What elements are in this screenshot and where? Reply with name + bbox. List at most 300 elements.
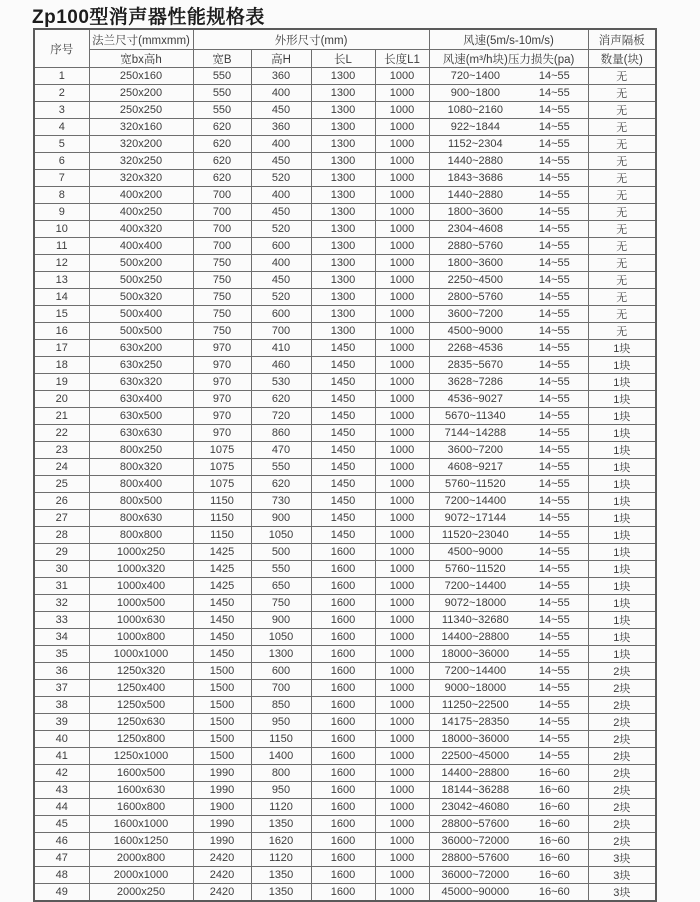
pressure-loss-value: 14~55 — [538, 70, 570, 82]
length-l1-cell: 1000 — [375, 153, 429, 170]
length-l-cell: 1300 — [311, 255, 375, 272]
length-l1-cell: 1000 — [375, 323, 429, 340]
length-l1-cell: 1000 — [375, 425, 429, 442]
serial-cell: 3 — [34, 102, 89, 119]
pressure-loss-value: 14~55 — [538, 648, 570, 660]
pressure-loss-value: 14~55 — [538, 87, 570, 99]
width-b-cell: 620 — [193, 119, 251, 136]
pressure-loss-value: 14~55 — [538, 104, 570, 116]
flange-size-cell: 320x320 — [89, 170, 193, 187]
flange-size-cell: 800x500 — [89, 493, 193, 510]
page-title: Zp100型消声器性能规格表 — [32, 7, 265, 28]
flange-size-cell: 1250x630 — [89, 714, 193, 731]
length-l-cell: 1600 — [311, 816, 375, 833]
airflow-range-value: 36000~72000 — [441, 835, 510, 847]
length-l1-cell: 1000 — [375, 561, 429, 578]
height-h-cell: 1350 — [251, 867, 311, 884]
table-row — [34, 629, 656, 646]
length-l-cell: 1450 — [311, 459, 375, 476]
baffle-count-cell: 无 — [588, 238, 656, 255]
flange-size-cell: 800x800 — [89, 527, 193, 544]
airflow-range-value: 3628~7286 — [447, 376, 504, 388]
pressure-loss-value: 16~60 — [538, 886, 570, 898]
pressure-loss-value: 16~60 — [538, 852, 570, 864]
height-h-cell: 400 — [251, 85, 311, 102]
length-l1-cell: 1000 — [375, 221, 429, 238]
pressure-loss-value: 14~55 — [538, 359, 570, 371]
airflow-range-value: 900~1800 — [450, 87, 500, 99]
height-h-cell: 470 — [251, 442, 311, 459]
pressure-loss-value: 14~55 — [538, 155, 570, 167]
wind-pressure-cell — [429, 238, 588, 255]
table-row — [34, 306, 656, 323]
wind-pressure-cell — [429, 68, 588, 85]
pressure-loss-value: 14~55 — [538, 546, 570, 558]
wind-pressure-cell — [429, 765, 588, 782]
wind-pressure-cell — [429, 680, 588, 697]
airflow-range-value: 18000~36000 — [441, 733, 510, 745]
height-h-cell: 450 — [251, 102, 311, 119]
airflow-range-value: 1152~2304 — [448, 138, 503, 150]
width-b-cell: 1450 — [193, 612, 251, 629]
length-l1-cell: 1000 — [375, 680, 429, 697]
width-b-cell: 970 — [193, 357, 251, 374]
airflow-range-value: 2800~5760 — [447, 291, 504, 303]
serial-cell: 36 — [34, 663, 89, 680]
spec-table — [33, 28, 657, 902]
header-width-b: 宽B — [193, 50, 251, 68]
width-b-cell: 1075 — [193, 459, 251, 476]
width-b-cell: 970 — [193, 340, 251, 357]
width-b-cell: 1150 — [193, 527, 251, 544]
width-b-cell: 1450 — [193, 646, 251, 663]
length-l-cell: 1450 — [311, 493, 375, 510]
flange-size-cell: 500x500 — [89, 323, 193, 340]
airflow-range-value: 2304~4608 — [447, 223, 504, 235]
serial-cell: 18 — [34, 357, 89, 374]
length-l1-cell: 1000 — [375, 170, 429, 187]
table-row — [34, 408, 656, 425]
height-h-cell: 1300 — [251, 646, 311, 663]
serial-cell: 4 — [34, 119, 89, 136]
pressure-loss-value: 14~55 — [538, 257, 570, 269]
wind-pressure-cell — [429, 476, 588, 493]
flange-size-cell: 1000x250 — [89, 544, 193, 561]
pressure-loss-value: 14~55 — [538, 121, 570, 133]
table-row — [34, 578, 656, 595]
baffle-count-cell: 无 — [588, 255, 656, 272]
width-b-cell: 1425 — [193, 544, 251, 561]
table-row — [34, 391, 656, 408]
header-wind-group: 风速(5m/s-10m/s) — [429, 29, 588, 50]
pressure-loss-value: 16~60 — [538, 835, 570, 847]
baffle-count-cell: 无 — [588, 289, 656, 306]
header-flange-group: 法兰尺寸(mmxmm) — [89, 29, 193, 50]
width-b-cell: 1990 — [193, 782, 251, 799]
length-l1-cell: 1000 — [375, 765, 429, 782]
flange-size-cell: 1250x800 — [89, 731, 193, 748]
wind-pressure-cell — [429, 782, 588, 799]
serial-cell: 33 — [34, 612, 89, 629]
height-h-cell: 400 — [251, 136, 311, 153]
serial-cell: 49 — [34, 884, 89, 902]
height-h-cell: 1350 — [251, 816, 311, 833]
height-h-cell: 1350 — [251, 884, 311, 902]
wind-pressure-cell — [429, 102, 588, 119]
length-l1-cell: 1000 — [375, 697, 429, 714]
airflow-range-value: 18144~36288 — [441, 784, 510, 796]
serial-cell: 42 — [34, 765, 89, 782]
serial-cell: 30 — [34, 561, 89, 578]
table-row — [34, 731, 656, 748]
wind-pressure-cell — [429, 748, 588, 765]
pressure-loss-value: 14~55 — [538, 410, 570, 422]
pressure-loss-value: 14~55 — [538, 631, 570, 643]
length-l-cell: 1450 — [311, 374, 375, 391]
width-b-cell: 1425 — [193, 561, 251, 578]
wind-pressure-cell — [429, 306, 588, 323]
serial-cell: 12 — [34, 255, 89, 272]
pressure-loss-value: 14~55 — [538, 376, 570, 388]
flange-size-cell: 2000x1000 — [89, 867, 193, 884]
length-l-cell: 1600 — [311, 799, 375, 816]
width-b-cell: 1075 — [193, 442, 251, 459]
header-baffle-sub: 数量(块) — [588, 50, 656, 68]
length-l-cell: 1450 — [311, 391, 375, 408]
serial-cell: 34 — [34, 629, 89, 646]
flange-size-cell: 800x630 — [89, 510, 193, 527]
serial-cell: 32 — [34, 595, 89, 612]
table-row — [34, 459, 656, 476]
table-row — [34, 442, 656, 459]
width-b-cell: 1500 — [193, 748, 251, 765]
pressure-loss-value: 14~55 — [538, 563, 570, 575]
width-b-cell: 750 — [193, 255, 251, 272]
serial-cell: 8 — [34, 187, 89, 204]
length-l-cell: 1600 — [311, 646, 375, 663]
table-row — [34, 136, 656, 153]
airflow-range-value: 9000~18000 — [444, 682, 507, 694]
wind-pressure-cell — [429, 408, 588, 425]
serial-cell: 37 — [34, 680, 89, 697]
pressure-loss-value: 14~55 — [538, 342, 570, 354]
table-row — [34, 867, 656, 884]
baffle-count-cell: 1块 — [588, 561, 656, 578]
pressure-loss-value: 14~55 — [538, 716, 570, 728]
length-l1-cell: 1000 — [375, 459, 429, 476]
length-l1-cell: 1000 — [375, 510, 429, 527]
airflow-range-value: 11520~23040 — [441, 529, 509, 541]
airflow-range-value: 4608~9217 — [447, 461, 504, 473]
table-row — [34, 204, 656, 221]
wind-pressure-cell — [429, 204, 588, 221]
flange-size-cell: 250x250 — [89, 102, 193, 119]
wind-pressure-cell — [429, 374, 588, 391]
wind-pressure-cell — [429, 340, 588, 357]
serial-cell: 7 — [34, 170, 89, 187]
table-row — [34, 68, 656, 85]
length-l-cell: 1600 — [311, 714, 375, 731]
wind-pressure-cell — [429, 578, 588, 595]
flange-size-cell: 320x250 — [89, 153, 193, 170]
baffle-count-cell: 1块 — [588, 544, 656, 561]
length-l-cell: 1450 — [311, 476, 375, 493]
pressure-loss-value: 14~55 — [538, 138, 570, 150]
length-l-cell: 1300 — [311, 323, 375, 340]
serial-cell: 1 — [34, 68, 89, 85]
width-b-cell: 1500 — [193, 697, 251, 714]
flange-size-cell: 1600x630 — [89, 782, 193, 799]
flange-size-cell: 1250x1000 — [89, 748, 193, 765]
length-l-cell: 1300 — [311, 238, 375, 255]
length-l1-cell: 1000 — [375, 748, 429, 765]
header-row-sub — [34, 50, 656, 68]
flange-size-cell: 500x200 — [89, 255, 193, 272]
height-h-cell: 750 — [251, 595, 311, 612]
length-l1-cell: 1000 — [375, 646, 429, 663]
length-l-cell: 1300 — [311, 85, 375, 102]
wind-pressure-cell — [429, 357, 588, 374]
flange-size-cell: 400x400 — [89, 238, 193, 255]
pressure-loss-value: 14~55 — [538, 189, 570, 201]
length-l1-cell: 1000 — [375, 850, 429, 867]
flange-size-cell: 1600x800 — [89, 799, 193, 816]
table-row — [34, 833, 656, 850]
pressure-loss-value: 16~60 — [538, 784, 570, 796]
length-l-cell: 1600 — [311, 850, 375, 867]
table-row — [34, 374, 656, 391]
length-l1-cell: 1000 — [375, 340, 429, 357]
wind-pressure-cell — [429, 612, 588, 629]
wind-pressure-cell — [429, 663, 588, 680]
height-h-cell: 1050 — [251, 527, 311, 544]
serial-cell: 13 — [34, 272, 89, 289]
airflow-range-value: 720~1400 — [450, 70, 500, 82]
length-l1-cell: 1000 — [375, 289, 429, 306]
flange-size-cell: 1000x400 — [89, 578, 193, 595]
length-l1-cell: 1000 — [375, 833, 429, 850]
length-l-cell: 1450 — [311, 340, 375, 357]
flange-size-cell: 2000x800 — [89, 850, 193, 867]
pressure-loss-value: 14~55 — [538, 308, 570, 320]
width-b-cell: 1425 — [193, 578, 251, 595]
length-l-cell: 1450 — [311, 357, 375, 374]
width-b-cell: 1450 — [193, 629, 251, 646]
header-height-h: 高H — [251, 50, 311, 68]
baffle-count-cell: 1块 — [588, 493, 656, 510]
pressure-loss-value: 16~60 — [538, 818, 570, 830]
height-h-cell: 720 — [251, 408, 311, 425]
baffle-count-cell: 1块 — [588, 629, 656, 646]
height-h-cell: 700 — [251, 323, 311, 340]
baffle-count-cell: 2块 — [588, 697, 656, 714]
serial-cell: 29 — [34, 544, 89, 561]
wind-pressure-cell — [429, 884, 588, 902]
flange-size-cell: 800x250 — [89, 442, 193, 459]
wind-pressure-cell — [429, 136, 588, 153]
flange-size-cell: 400x200 — [89, 187, 193, 204]
airflow-range-value: 23042~46080 — [441, 801, 510, 813]
length-l1-cell: 1000 — [375, 119, 429, 136]
table-row — [34, 799, 656, 816]
length-l1-cell: 1000 — [375, 629, 429, 646]
wind-pressure-cell — [429, 527, 588, 544]
airflow-range-value: 2268~4536 — [447, 342, 504, 354]
width-b-cell: 1990 — [193, 833, 251, 850]
table-row — [34, 544, 656, 561]
wind-pressure-cell — [429, 816, 588, 833]
length-l-cell: 1600 — [311, 731, 375, 748]
length-l-cell: 1600 — [311, 561, 375, 578]
pressure-loss-value: 14~55 — [538, 699, 570, 711]
length-l-cell: 1300 — [311, 68, 375, 85]
height-h-cell: 1120 — [251, 799, 311, 816]
length-l1-cell: 1000 — [375, 595, 429, 612]
length-l1-cell: 1000 — [375, 357, 429, 374]
airflow-range-value: 28800~57600 — [441, 818, 510, 830]
length-l1-cell: 1000 — [375, 816, 429, 833]
width-b-cell: 2420 — [193, 867, 251, 884]
flange-size-cell: 2000x250 — [89, 884, 193, 902]
pressure-loss-value: 14~55 — [538, 291, 570, 303]
baffle-count-cell: 3块 — [588, 867, 656, 884]
height-h-cell: 520 — [251, 289, 311, 306]
length-l1-cell: 1000 — [375, 884, 429, 902]
length-l-cell: 1300 — [311, 153, 375, 170]
width-b-cell: 620 — [193, 170, 251, 187]
table-row — [34, 153, 656, 170]
serial-cell: 17 — [34, 340, 89, 357]
serial-cell: 45 — [34, 816, 89, 833]
pressure-loss-value: 14~55 — [538, 274, 570, 286]
table-row — [34, 170, 656, 187]
width-b-cell: 550 — [193, 102, 251, 119]
baffle-count-cell: 1块 — [588, 612, 656, 629]
length-l-cell: 1600 — [311, 629, 375, 646]
pressure-loss-value: 14~55 — [538, 512, 570, 524]
baffle-count-cell: 无 — [588, 221, 656, 238]
table-row — [34, 476, 656, 493]
airflow-range-value: 5760~11520 — [444, 478, 506, 490]
width-b-cell: 1500 — [193, 663, 251, 680]
table-row — [34, 340, 656, 357]
height-h-cell: 520 — [251, 170, 311, 187]
table-row — [34, 646, 656, 663]
baffle-count-cell: 无 — [588, 68, 656, 85]
header-wind-sub: 风速(m³/h块)压力损失(pa) — [429, 50, 588, 68]
table-row — [34, 663, 656, 680]
airflow-range-value: 3600~7200 — [447, 308, 504, 320]
length-l1-cell: 1000 — [375, 238, 429, 255]
length-l-cell: 1600 — [311, 544, 375, 561]
pressure-loss-value: 14~55 — [538, 597, 570, 609]
serial-cell: 44 — [34, 799, 89, 816]
table-row — [34, 238, 656, 255]
table-row — [34, 102, 656, 119]
airflow-range-value: 14175~28350 — [441, 716, 510, 728]
height-h-cell: 620 — [251, 476, 311, 493]
length-l-cell: 1600 — [311, 595, 375, 612]
wind-pressure-cell — [429, 255, 588, 272]
serial-cell: 15 — [34, 306, 89, 323]
height-h-cell: 360 — [251, 68, 311, 85]
wind-pressure-cell — [429, 493, 588, 510]
length-l-cell: 1300 — [311, 119, 375, 136]
length-l1-cell: 1000 — [375, 578, 429, 595]
serial-cell: 47 — [34, 850, 89, 867]
length-l1-cell: 1000 — [375, 272, 429, 289]
length-l1-cell: 1000 — [375, 867, 429, 884]
airflow-range-value: 3600~7200 — [447, 444, 504, 456]
baffle-count-cell: 1块 — [588, 357, 656, 374]
flange-size-cell: 630x250 — [89, 357, 193, 374]
pressure-loss-value: 14~55 — [538, 478, 570, 490]
length-l-cell: 1300 — [311, 221, 375, 238]
length-l-cell: 1600 — [311, 612, 375, 629]
table-row — [34, 221, 656, 238]
length-l-cell: 1300 — [311, 204, 375, 221]
serial-cell: 14 — [34, 289, 89, 306]
flange-size-cell: 500x320 — [89, 289, 193, 306]
height-h-cell: 800 — [251, 765, 311, 782]
flange-size-cell: 1000x800 — [89, 629, 193, 646]
baffle-count-cell: 无 — [588, 153, 656, 170]
flange-size-cell: 500x400 — [89, 306, 193, 323]
table-row — [34, 612, 656, 629]
length-l1-cell: 1000 — [375, 527, 429, 544]
flange-size-cell: 1250x400 — [89, 680, 193, 697]
height-h-cell: 520 — [251, 221, 311, 238]
length-l-cell: 1450 — [311, 408, 375, 425]
length-l-cell: 1600 — [311, 578, 375, 595]
airflow-range-value: 1800~3600 — [447, 257, 504, 269]
height-h-cell: 450 — [251, 153, 311, 170]
height-h-cell: 460 — [251, 357, 311, 374]
header-length-l: 长L — [311, 50, 375, 68]
airflow-range-value: 4500~9000 — [447, 325, 504, 337]
width-b-cell: 620 — [193, 153, 251, 170]
serial-cell: 28 — [34, 527, 89, 544]
table-row — [34, 527, 656, 544]
wind-pressure-cell — [429, 323, 588, 340]
height-h-cell: 530 — [251, 374, 311, 391]
airflow-range-value: 14400~28800 — [441, 767, 510, 779]
serial-cell: 35 — [34, 646, 89, 663]
height-h-cell: 400 — [251, 187, 311, 204]
length-l-cell: 1450 — [311, 442, 375, 459]
width-b-cell: 970 — [193, 374, 251, 391]
width-b-cell: 970 — [193, 391, 251, 408]
serial-cell: 23 — [34, 442, 89, 459]
wind-pressure-cell — [429, 731, 588, 748]
length-l1-cell: 1000 — [375, 408, 429, 425]
table-row — [34, 765, 656, 782]
serial-cell: 25 — [34, 476, 89, 493]
baffle-count-cell: 无 — [588, 119, 656, 136]
serial-cell: 48 — [34, 867, 89, 884]
pressure-loss-value: 14~55 — [538, 325, 570, 337]
airflow-range-value: 4536~9027 — [447, 393, 504, 405]
height-h-cell: 1150 — [251, 731, 311, 748]
width-b-cell: 550 — [193, 68, 251, 85]
length-l1-cell: 1000 — [375, 714, 429, 731]
baffle-count-cell: 1块 — [588, 340, 656, 357]
width-b-cell: 750 — [193, 306, 251, 323]
baffle-count-cell: 1块 — [588, 476, 656, 493]
airflow-range-value: 9072~17144 — [444, 512, 507, 524]
baffle-count-cell: 1块 — [588, 527, 656, 544]
wind-pressure-cell — [429, 85, 588, 102]
